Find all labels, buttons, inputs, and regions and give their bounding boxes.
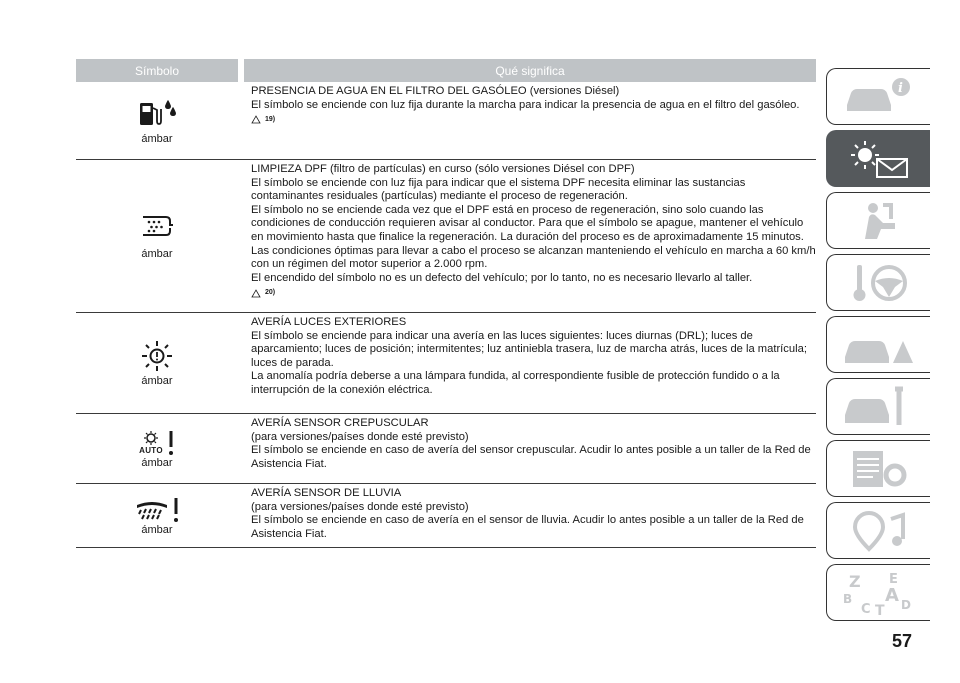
table-row [76,484,816,548]
steering-wheel-key-icon [839,261,919,305]
symbol-cell [76,160,238,312]
table-row [76,313,816,414]
seat-airbag-icon [839,199,919,243]
page-number: 57 [892,631,913,651]
header-meaning: Qué significa [495,63,565,78]
car-breakdown-icon [839,323,919,367]
water-in-diesel-filter-icon [134,97,180,131]
technical-data-icon [839,447,919,491]
tab-multimedia[interactable] [826,502,930,559]
description-cell: AVERÍA SENSOR DE LLUVIA (para versiones/países donde esté previsto) El símbolo se enciende en caso de avería en el sensor de lluvia. Acudir lo antes posible a un taller de la Red de Asistencia Fiat. [251,487,804,540]
dpf-cleaning-icon [140,212,174,240]
description-cell: PRESENCIA DE AGUA EN EL FILTRO DEL GASÓLEO (versiones Diésel) El símbolo se enciende con luz fija durante la marcha para indicar la presencia de agua en el filtro del gasóleo. 19) [238,82,816,159]
header-symbol: Símbolo [134,63,180,78]
tab-starting-driving[interactable] [826,254,930,311]
warning-light-message-icon [839,137,919,181]
index-letter: E [888,571,898,587]
table-header [76,59,816,82]
index-letter: A [884,584,899,606]
index-letter: T [874,602,885,615]
tab-emergency[interactable] [826,316,930,373]
warning-reference: 19) [251,113,816,127]
car-maintenance-icon [839,385,919,429]
tab-car-info[interactable] [826,68,930,125]
table-row [76,160,816,313]
index-letter: Z [848,571,861,591]
twilight-sensor-failure-icon [142,430,160,446]
warning-reference: 20) [251,286,816,300]
description-cell: LIMPIEZA DPF (filtro de partículas) en curso (sólo versiones Diésel con DPF) El símbolo se enciende con luz fija para indicar que el sistema DPF necesita eliminar las sustancias contaminantes residuales (partículas) mediante el proceso de regeneración. El símbolo no se enciende cada vez que el DPF está en proceso de regeneración, sino solo cuando las condiciones de conducción requieren avisar al conductor. Para que el símbolo se apague, mantener el vehículo en movimiento hasta que finalice la regeneración. La duración del proceso es de aproximadamente 15 minutos. Las condiciones óptimas para llevar a cabo el proceso se alcanzan manteniendo el vehículo en marcha a 60 km/h con un régimen del motor superior a 2.000 rpm. El encendido del símbolo no es un defecto del vehículo; por lo tanto, no es necesario llevarlo al taller. 20) [238,160,816,312]
tab-safety[interactable] [826,192,930,249]
warning-hand-icon [251,289,261,298]
auto-label: AUTO [139,446,163,455]
description-cell: AVERÍA LUCES EXTERIORES El símbolo se enciende para indicar una avería en las luces siguientes: luces diurnas (DRL); luces de aparcamiento; luces de posición; intermitentes; luz antiniebla trasera, luz de marcha atrás, luces de la matrícula; luces de parada. La anomalía podría deberse a una lámpara fundida, al correspondiente fusible de protección fundido o a la interrupción de la conexión eléctrica. [251,316,807,396]
alphabetical-index-icon [839,571,919,615]
symbol-cell [76,313,238,413]
tab-technical-data[interactable] [826,440,930,497]
table-row [76,82,816,160]
symbol-table [76,59,816,548]
exclamation-icon [172,496,180,524]
color-label: ámbar [141,248,173,260]
symbol-cell [76,484,238,547]
index-letter: D [900,597,911,612]
index-letter: C [860,601,871,615]
multimedia-icon [839,509,919,553]
warning-hand-icon [251,115,261,124]
description-cell: AVERÍA SENSOR CREPUSCULAR (para versiones/países donde esté previsto) El símbolo se enciende en caso de avería del sensor crepuscular. Acudir lo antes posible a un taller de la Red de Asistencia Fiat. [251,417,811,470]
rain-sensor-failure-icon [135,499,169,521]
color-label: ámbar [141,523,173,536]
exclamation-icon [167,429,175,457]
index-letter: B [842,591,852,606]
symbol-cell [76,82,238,159]
color-label: ámbar [141,375,173,387]
tab-index[interactable] [826,564,930,621]
color-label: ámbar [141,132,173,145]
tab-warning-lights[interactable] [826,130,930,187]
svg-text:i: i [897,80,903,96]
chapter-tabs [826,68,930,626]
color-label: ámbar [141,456,173,469]
table-row [76,414,816,484]
symbol-cell [76,414,238,483]
exterior-lights-failure-icon [137,339,177,375]
car-info-icon [839,75,919,119]
tab-maintenance[interactable] [826,378,930,435]
